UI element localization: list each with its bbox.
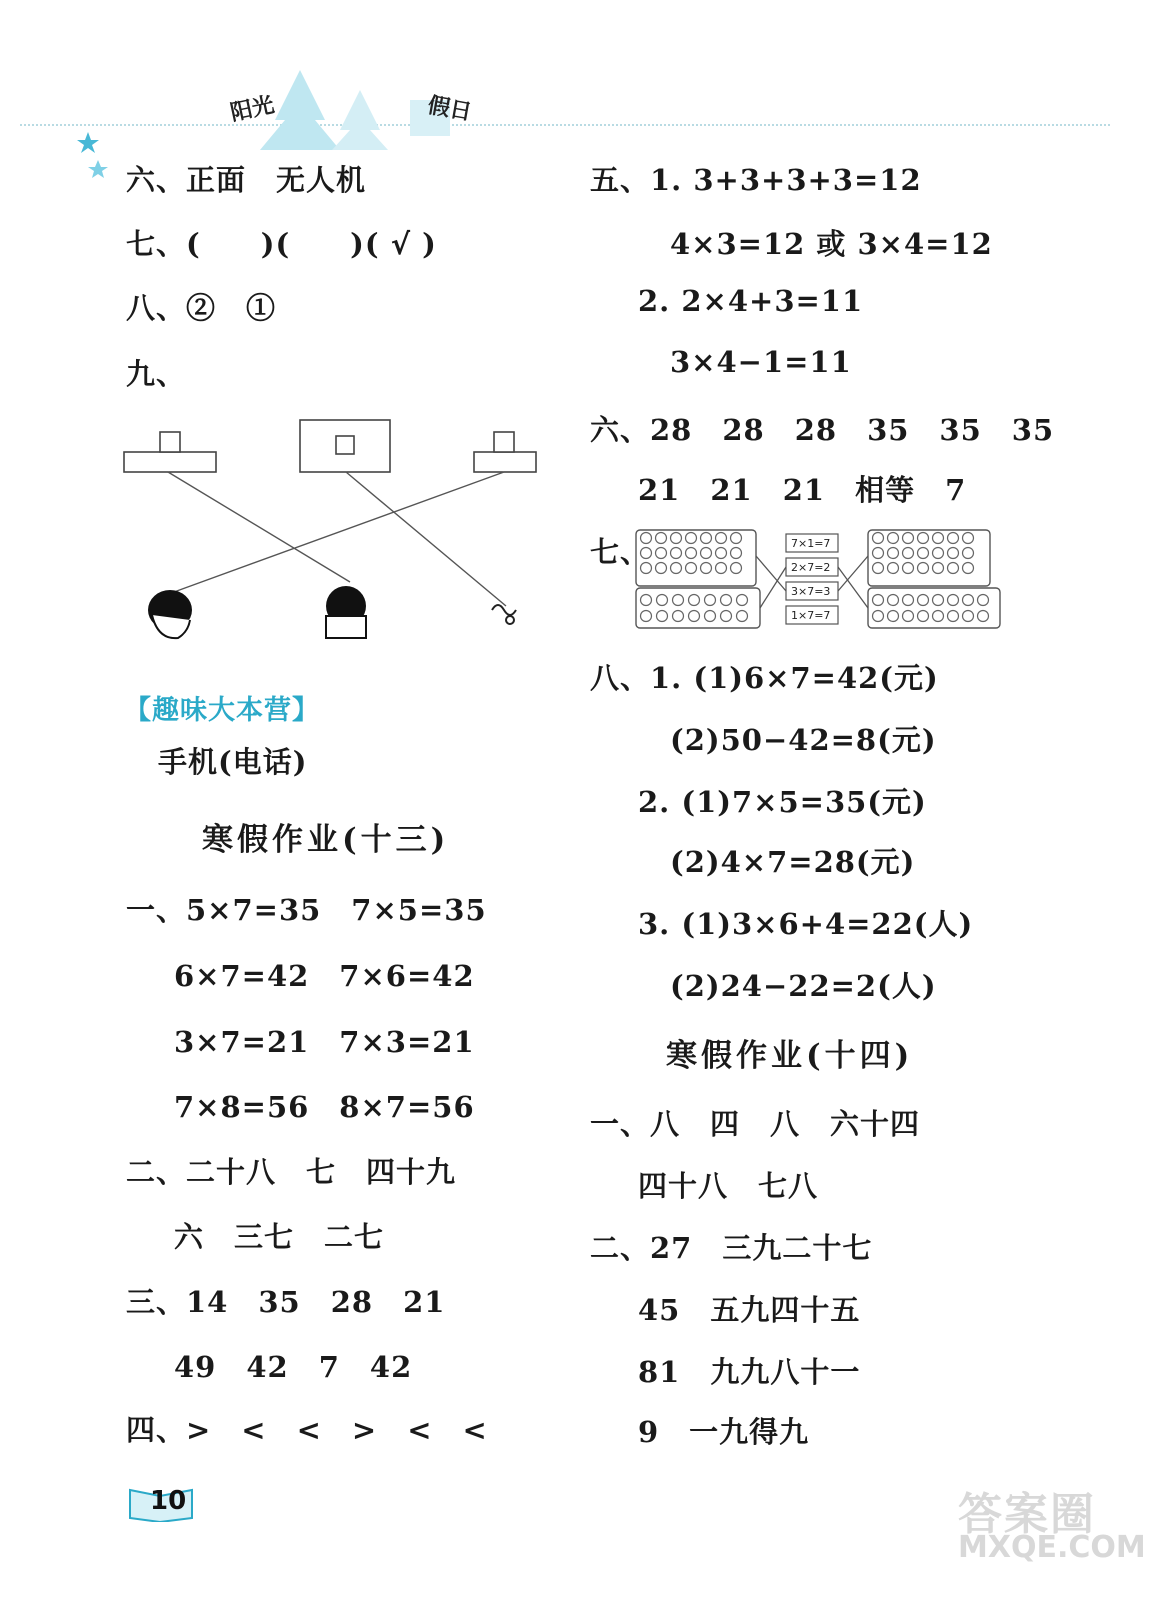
header-word-1: 阳光 — [228, 92, 277, 127]
small-drawing-icon — [492, 605, 516, 615]
dot — [888, 611, 899, 622]
hw13-line: 6×7=42 7×6=42 — [174, 959, 475, 993]
dot — [873, 533, 884, 544]
dot — [873, 611, 884, 622]
dot — [888, 563, 899, 574]
dot — [686, 548, 697, 559]
right-line: (2)4×7=28(元) — [670, 845, 916, 879]
hw13-line: 3×7=21 7×3=21 — [174, 1025, 475, 1059]
match-line — [174, 472, 504, 592]
answer-line-9: 九、 — [126, 357, 187, 391]
dot — [673, 595, 684, 606]
dot — [903, 548, 914, 559]
dot — [963, 533, 974, 544]
dot — [656, 563, 667, 574]
dot-array-box — [868, 588, 1000, 628]
dot — [689, 611, 700, 622]
right-line: (2)24−22=2(人) — [670, 969, 937, 1003]
view-matching-diagram — [118, 410, 558, 650]
card-label: 7×1=7 — [791, 537, 831, 550]
dot — [657, 595, 668, 606]
page-number: 10 — [150, 1486, 187, 1516]
dot — [873, 563, 884, 574]
dot — [716, 548, 727, 559]
q7-suffix: ) — [422, 227, 437, 261]
dot — [701, 548, 712, 559]
dot — [641, 563, 652, 574]
side-view-shape-right — [474, 452, 536, 472]
dot — [705, 611, 716, 622]
dot — [918, 611, 929, 622]
dot — [933, 611, 944, 622]
watermark-url: MXQE.COM — [958, 1530, 1146, 1565]
side-view-top-left — [160, 432, 180, 452]
dot — [656, 533, 667, 544]
homework-14-title: 寒假作业(十四) — [666, 1038, 914, 1074]
dot — [737, 611, 748, 622]
dot — [673, 611, 684, 622]
dot — [903, 595, 914, 606]
match-line — [346, 472, 506, 606]
top-view-inner — [336, 436, 354, 454]
dot — [641, 548, 652, 559]
right-line: 2. (1)7×5=35(元) — [638, 785, 927, 819]
dot — [641, 595, 652, 606]
fun-answer: 手机(电话) — [158, 745, 308, 779]
dot — [933, 548, 944, 559]
dot — [948, 548, 959, 559]
dot — [933, 533, 944, 544]
dot — [903, 563, 914, 574]
check-mark: √ — [390, 227, 412, 261]
dot — [686, 533, 697, 544]
dot — [933, 595, 944, 606]
dot — [731, 533, 742, 544]
dot — [948, 611, 959, 622]
tree-decoration-icon — [332, 90, 388, 150]
hw13-line: 一、5×7=35 7×5=35 — [126, 893, 487, 927]
dot — [963, 595, 974, 606]
hw14-line: 二、27 三九二十七 — [590, 1231, 873, 1265]
hw13-line: 六 三七 二七 — [174, 1220, 385, 1254]
dot — [918, 533, 929, 544]
hw14-line: 四十八 七八 — [638, 1169, 819, 1203]
dot — [716, 533, 727, 544]
side-view-top-right — [494, 432, 514, 452]
dot — [888, 595, 899, 606]
q7-prefix: 七、( )( )( — [126, 227, 380, 261]
match-line — [168, 472, 350, 582]
dot — [731, 548, 742, 559]
homework-13-title: 寒假作业(十三) — [202, 822, 450, 858]
child-heads — [148, 586, 516, 638]
star-icon — [76, 130, 112, 190]
watermark-logo: 答案圈 — [958, 1489, 1096, 1540]
dot — [657, 611, 668, 622]
dot — [737, 595, 748, 606]
card-label: 3×7=3 — [791, 585, 831, 598]
hw13-line: 7×8=56 8×7=56 — [174, 1090, 475, 1124]
dot — [873, 548, 884, 559]
dot — [963, 563, 974, 574]
hw14-line: 45 五九四十五 — [638, 1293, 861, 1327]
match-line — [760, 567, 786, 608]
hw14-line: 81 九九八十一 — [638, 1355, 861, 1389]
dot — [873, 595, 884, 606]
right-line: 2. 2×4+3=11 — [638, 284, 864, 318]
dot — [641, 611, 652, 622]
right-line: 六、28 28 28 35 35 35 — [590, 413, 1055, 447]
dot — [978, 595, 989, 606]
right-line: 21 21 21 相等 7 — [638, 473, 967, 507]
dot — [933, 563, 944, 574]
right-line: 八、1. (1)6×7=42(元) — [590, 661, 939, 695]
answer-line-8: 八、② ① — [126, 291, 277, 325]
fun-section-label: 【趣味大本营】 — [124, 695, 320, 726]
dot — [671, 563, 682, 574]
dot — [689, 595, 700, 606]
right-line: (2)50−42=8(元) — [670, 723, 937, 757]
side-view-shape-left — [124, 452, 216, 472]
dot — [721, 611, 732, 622]
dot — [963, 611, 974, 622]
dot — [948, 595, 959, 606]
right-line: 4×3=12 或 3×4=12 — [670, 227, 993, 261]
right-line: 3×4−1=11 — [670, 345, 852, 379]
dot — [671, 533, 682, 544]
dot — [731, 563, 742, 574]
hw14-line: 一、八 四 八 六十四 — [590, 1107, 921, 1141]
dot-array-matching — [632, 528, 1004, 632]
answer-line-6: 六、正面 无人机 — [126, 163, 367, 197]
card-label: 1×7=7 — [791, 609, 831, 622]
dot — [888, 548, 899, 559]
dot — [918, 548, 929, 559]
dot — [701, 533, 712, 544]
dot — [918, 595, 929, 606]
card-label: 2×7=2 — [791, 561, 831, 574]
hw13-line: 49 42 7 42 — [174, 1350, 413, 1384]
dot — [918, 563, 929, 574]
dot — [963, 548, 974, 559]
hw13-line: 二、二十八 七 四十九 — [126, 1155, 457, 1189]
dot — [716, 563, 727, 574]
dot — [903, 611, 914, 622]
dot — [978, 611, 989, 622]
dot — [671, 548, 682, 559]
right-line: 七、 — [590, 535, 651, 569]
dot — [888, 533, 899, 544]
dot — [705, 595, 716, 606]
dot — [686, 563, 697, 574]
dot — [903, 533, 914, 544]
dot — [701, 563, 712, 574]
hw13-line: 四、> < < > < < — [126, 1413, 488, 1447]
right-line: 3. (1)3×6+4=22(人) — [638, 907, 974, 941]
right-line: 五、1. 3+3+3+3=12 — [590, 163, 922, 197]
header-word-2: 假日 — [425, 93, 474, 126]
dot — [721, 595, 732, 606]
answer-line-7 — [126, 222, 437, 263]
dot — [641, 533, 652, 544]
dot — [656, 548, 667, 559]
hw14-line: 9 一九得九 — [638, 1415, 810, 1449]
hw13-line: 三、14 35 28 21 — [126, 1285, 446, 1319]
dot — [948, 563, 959, 574]
dot — [948, 533, 959, 544]
